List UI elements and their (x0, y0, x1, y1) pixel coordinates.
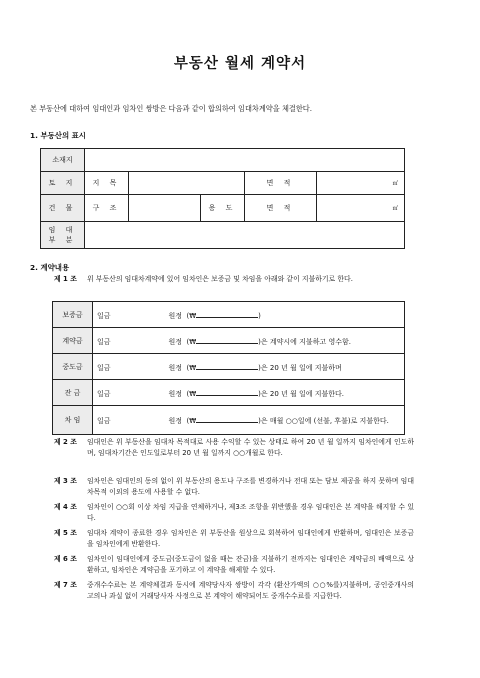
interim-payment-label: 중도금 (53, 354, 93, 380)
document-title: 부동산 월세 계약서 (173, 56, 307, 72)
structure-field[interactable] (129, 195, 201, 222)
interim-payment-amount-field[interactable] (196, 361, 258, 370)
building-area-field[interactable] (317, 195, 405, 222)
rent-label: 차 임 (53, 406, 93, 435)
usage-label: 용 도 (201, 195, 245, 222)
down-payment-row: 일금 원정 (₩ )은 계약시에 지불하고 영수함. (93, 328, 405, 354)
down-payment-label: 계약금 (53, 328, 93, 354)
area-unit: ㎡ (392, 206, 398, 212)
article-7 (54, 580, 414, 602)
article-6-number: 제 6 조 (54, 555, 77, 563)
down-payment-amount-field[interactable] (196, 335, 258, 344)
article-6 (54, 554, 414, 576)
article-4-text: 임차인이 ○○회 이상 차임 지급을 연체하거나, 제3조 조항을 위반했을 경우 임대인은 본 계약을 해지할 수 있다. (87, 503, 414, 522)
article-5-text: 임대차 계약이 종료한 경우 임차인은 위 부동산을 원상으로 회복하여 임대인에게 반환하며, 임대인은 보증금을 임차인에게 반환한다. (87, 529, 414, 548)
rent-amount-field[interactable] (196, 414, 258, 423)
balance-label: 잔 금 (53, 380, 93, 406)
address-field[interactable] (85, 149, 405, 172)
article-7-number: 제 7 조 (54, 581, 77, 589)
balance-row: 일금 원정 (₩ )은 20 년 월 일에 지불한다. (93, 380, 405, 406)
property-table (40, 148, 405, 249)
land-label: 토 지 (41, 172, 85, 195)
article-1 (54, 274, 414, 285)
land-area-field[interactable] (317, 172, 405, 195)
article-5-number: 제 5 조 (54, 529, 77, 537)
land-category-field[interactable] (129, 172, 245, 195)
intro-text: 본 부동산에 대하여 임대인과 임차인 쌍방은 다음과 같이 합의하여 임대차계약을 체결한다. (30, 104, 313, 113)
rent-row: 일금 원정 (₩ )은 매월 ○○일에 (선불, 후불)로 지불한다. (93, 406, 405, 435)
section2-heading: 2. 계약내용 (30, 263, 70, 272)
article-2-text: 임대인은 위 부동산을 임대차 목적대로 사용 수익할 수 있는 상태로 하여 20 년 월 일까지 임차인에게 인도하며, 임대차기간은 인도일로부터 20 년 월 일까지 ○○개월로 한다. (87, 438, 414, 457)
article-1-text: 위 부동산의 임대차계약에 있어 임차인은 보증금 및 차임을 아래와 같이 지불하기로 한다. (87, 275, 353, 283)
interim-payment-row: 일금 원정 (₩ )은 20 년 월 일에 지불하며 (93, 354, 405, 380)
building-label: 건 물 (41, 195, 85, 222)
article-2-number: 제 2 조 (54, 438, 77, 446)
article-7-text: 중개수수료는 본 계약체결과 동시에 계약당사자 쌍방이 각각 (환산가액의 ○○%를)지불하며, 공인중개사의 고의나 과실 없이 거래당사자 사정으로 본 계약이 해약되어도 중개수수료를 지급한다. (87, 581, 414, 600)
article-4-number: 제 4 조 (54, 503, 77, 511)
article-4 (54, 502, 414, 524)
land-area-label: 면 적 (245, 172, 317, 195)
section1-heading: 1. 부동산의 표시 (30, 131, 86, 140)
structure-label: 구 조 (85, 195, 129, 222)
deposit-row: 일금 원정 (₩ ) (93, 302, 405, 328)
building-area-label: 면 적 (245, 195, 317, 222)
article-3 (54, 476, 414, 498)
lease-part-label: 임 대 부 분 (41, 222, 85, 249)
article-6-text: 임차인이 임대인에게 중도금(중도금이 없을 때는 잔금)을 지불하기 전까지는 임대인은 계약금의 배액으로 상환하고, 임차인은 계약금을 포기하고 이 계약을 해제할 수 있다. (87, 555, 414, 574)
article-3-number: 제 3 조 (54, 477, 77, 485)
article-1-number: 제 1 조 (54, 275, 77, 283)
area-unit: ㎡ (392, 181, 398, 187)
land-category-label: 지 목 (85, 172, 129, 195)
deposit-label: 보증금 (53, 302, 93, 328)
article-3-text: 임차인은 임대인의 동의 없이 위 부동산의 용도나 구조를 변경하거나 전대 또는 담보 제공을 하지 못하며 임대차목적 이외의 용도에 사용할 수 없다. (87, 477, 414, 496)
article-5 (54, 528, 414, 550)
payment-table (52, 301, 405, 435)
deposit-amount-field[interactable] (196, 309, 258, 318)
balance-amount-field[interactable] (196, 387, 258, 396)
address-label: 소재지 (41, 149, 85, 172)
article-2 (54, 437, 414, 459)
lease-part-field[interactable] (85, 222, 405, 249)
